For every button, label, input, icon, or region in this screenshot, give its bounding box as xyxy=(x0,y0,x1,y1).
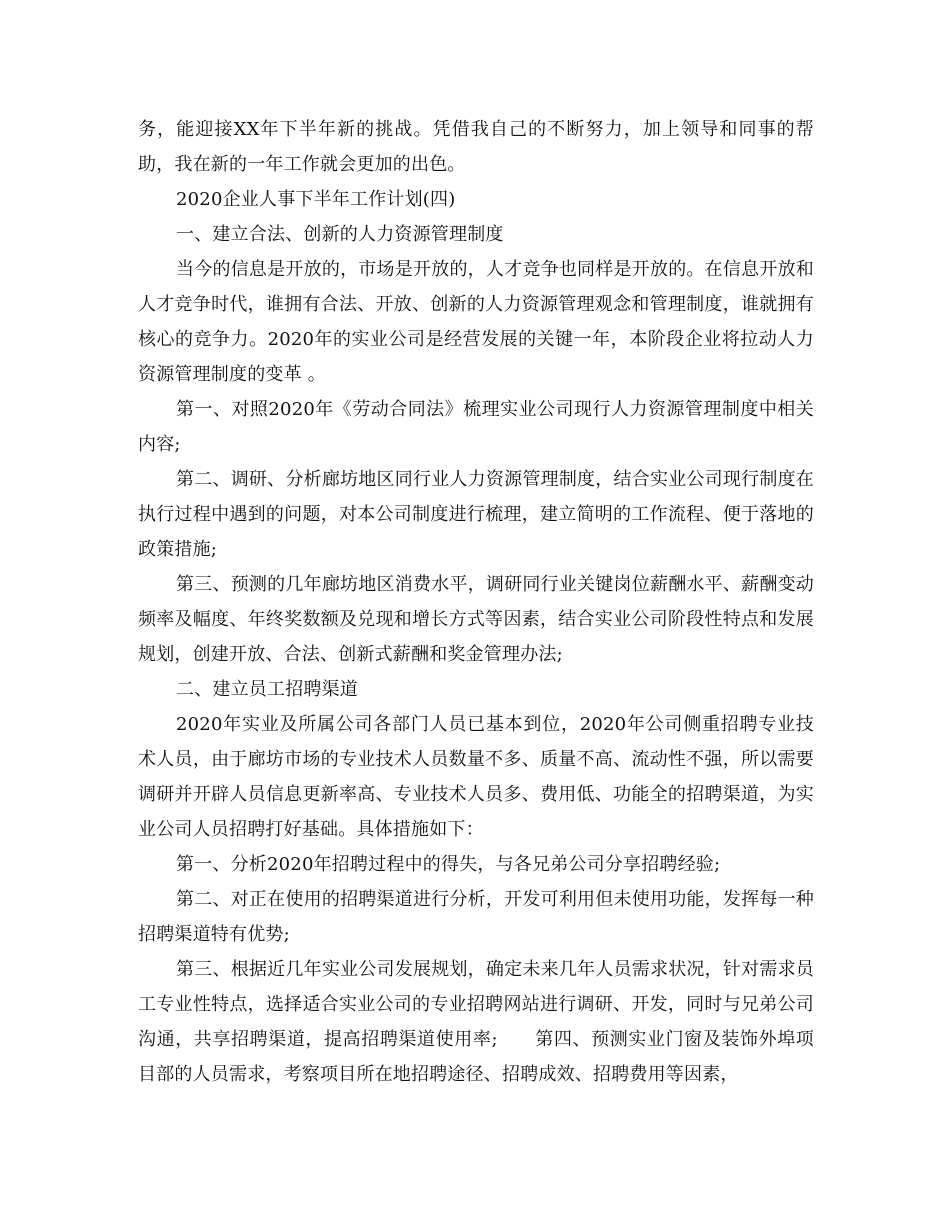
paragraph: 第二、对正在使用的招聘渠道进行分析，开发可利用但未使用功能，发挥每一种招聘渠道特有优势; xyxy=(138,889,814,945)
document-body xyxy=(138,112,814,1092)
paragraph: 当今的信息是开放的，市场是开放的，人才竞争也同样是开放的。在信息开放和人才竞争时代，谁拥有合法、开放、创新的人力资源管理观念和管理制度，谁就拥有核心的竞争力。2020年的实业公司是经营发展的关键一年，本阶段企业将拉动人力资源管理制度的变革 。 xyxy=(138,259,814,385)
paragraph: 第一、分析2020年招聘过程中的得失，与各兄弟公司分享招聘经验; xyxy=(176,854,721,875)
section-heading-1: 一、建立合法、创新的人力资源管理制度 xyxy=(176,224,504,245)
document-title: 2020企业人事下半年工作计划(四) xyxy=(176,189,456,210)
paragraph-continuation: 务，能迎接XX年下半年新的挑战。凭借我自己的不断努力，加上领导和同事的帮助，我在新的一年工作就会更加的出色。 xyxy=(138,119,814,175)
paragraph: 第二、调研、分析廊坊地区同行业人力资源管理制度，结合实业公司现行制度在执行过程中遇到的问题，对本公司制度进行梳理，建立简明的工作流程、便于落地的政策措施; xyxy=(138,469,814,560)
paragraph: 第三、根据近几年实业公司发展规划，确定未来几年人员需求状况，针对需求员工专业性特点，选择适合实业公司的专业招聘网站进行调研、开发，同时与兄弟公司沟通，共享招聘渠道，提高招聘渠道使用率; 第四、预测实业门窗及装饰外埠项目部的人员需求，考察项目所在地招聘途径、招聘成效、招聘费用等因素， xyxy=(138,959,814,1085)
paragraph: 2020年实业及所属公司各部门人员已基本到位，2020年公司侧重招聘专业技术人员，由于廊坊市场的专业技术人员数量不多、质量不高、流动性不强，所以需要调研并开辟人员信息更新率高、专业技术人员多、费用低、功能全的招聘渠道，为实业公司人员招聘打好基础。具体措施如下： xyxy=(138,714,814,840)
section-heading-2: 二、建立员工招聘渠道 xyxy=(176,679,358,700)
paragraph: 第三、预测的几年廊坊地区消费水平，调研同行业关键岗位薪酬水平、薪酬变动频率及幅度、年终奖数额及兑现和增长方式等因素，结合实业公司阶段性特点和发展规划，创建开放、合法、创新式薪酬和奖金管理办法; xyxy=(138,574,814,665)
paragraph: 第一、对照2020年《劳动合同法》梳理实业公司现行人力资源管理制度中相关内容; xyxy=(138,399,814,455)
